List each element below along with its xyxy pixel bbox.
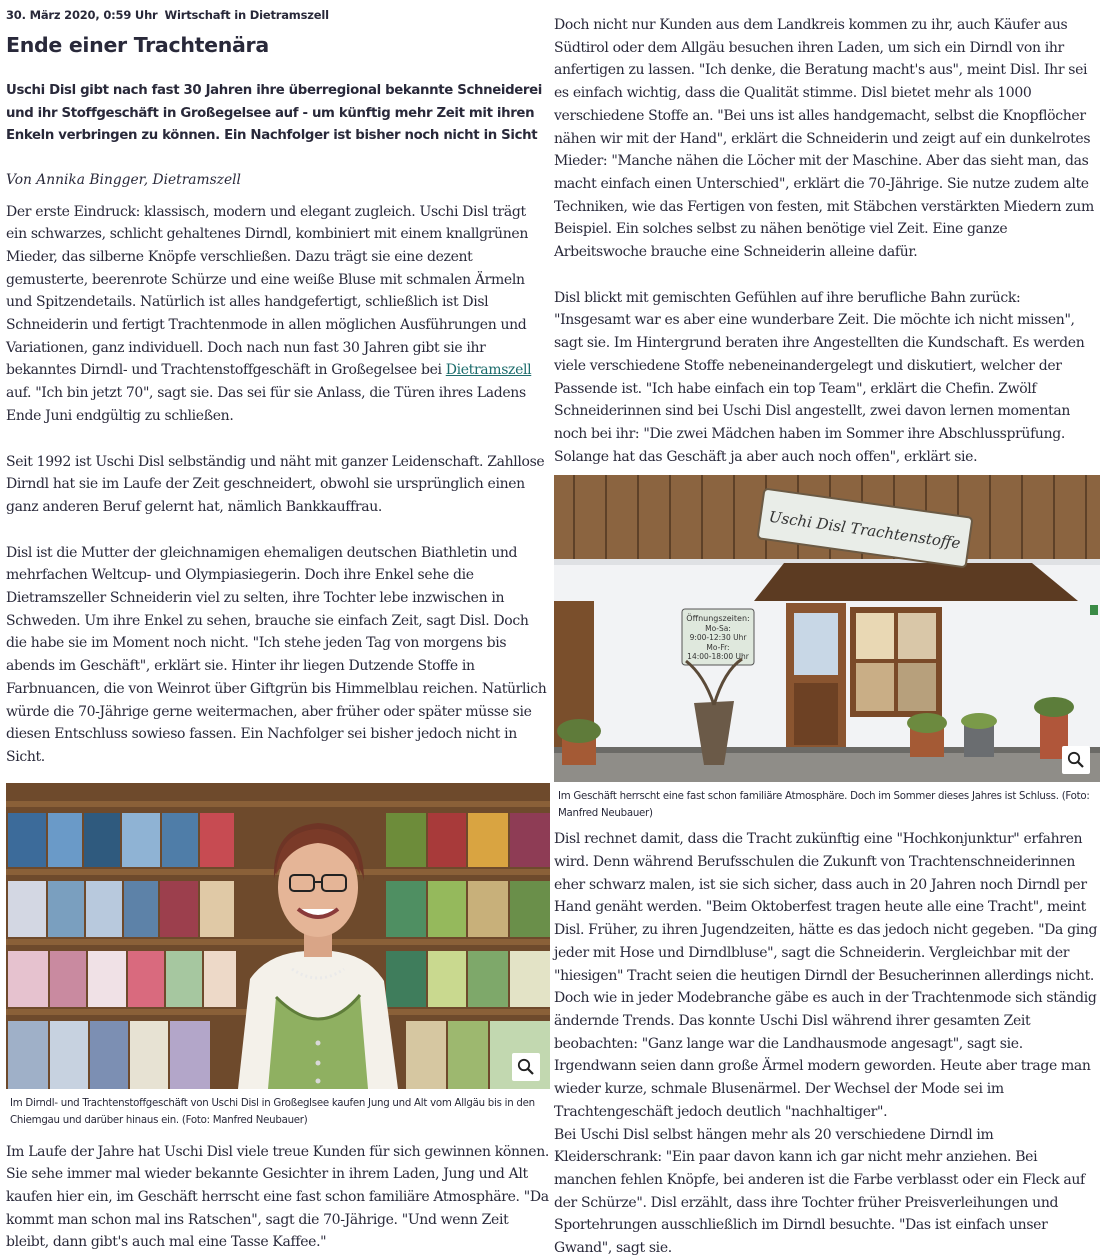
article-headline: Ende einer Trachtenära [6, 33, 269, 57]
paragraph-1-text-b: auf. "Ich bin jetzt 70", sagt sie. Das sei für sie Anlass, die Türen ihres Ladens Ende Juni endgültig zu schließen. [6, 385, 526, 424]
article-section[interactable]: Wirtschaft in Dietramszell [164, 8, 329, 22]
hours-title: Öffnungszeiten: [686, 614, 750, 624]
article-author: Von Annika Bingger, Dietramszell [6, 171, 241, 188]
photo-shop-front-image [554, 475, 1100, 782]
hours-line-1: Mo-Sa: [705, 624, 731, 634]
dietramszell-link[interactable]: Dietramszell [445, 362, 532, 379]
paragraph-1-text-a: Der erste Eindruck: klassisch, modern und elegant zugleich. Uschi Disl trägt ein schwarzes, schlicht gehaltenes Dirndl, kombiniert mit einem knallgrünen Mieder, das silberne Knöpfe verschließen. Dazu trägt sie eine dezent gemusterte, beerenrote Schürze und eine weiße Bluse mit schmalen Ärmeln und Spitzendetails. Natürlich ist alles handgefertigt, schließlich ist Disl Schneiderin und fertigt Trachtenmode in allen möglichen Ausführungen und Variationen, ganz individuell. Doch nach nun fast 30 Jahren gibt sie ihr bekanntes Dirndl- und Trachtenstoffgeschäft in Großegelsee bei [6, 203, 528, 379]
caption-photo-2: Im Geschäft herrscht eine fast schon familiäre Atmosphäre. Doch im Sommer dieses Jahres ist Schluss. (Foto: Manfred Neubauer) [558, 791, 1090, 820]
photo-uschi-disl[interactable] [6, 783, 550, 1089]
article-meta [6, 8, 550, 22]
photo-shop-front[interactable] [554, 475, 1100, 782]
opening-hours-sign [682, 609, 754, 665]
paragraph-4: Im Laufe der Jahre hat Uschi Disl viele treue Kunden für sich gewinnen können. Sie sehe immer mal wieder bekannte Gesichter in ihrem Laden, Jung und Alt kaufen hier ein, im Geschäft herrscht eine fast schon familiäre Atmosphäre. "Da kommt man schon mal ins Ratschen", sagt die 70-Jährige. "Und wenn Zeit bleibt, dann gibt's auch mal eine Tasse Kaffee." [6, 1143, 549, 1251]
paragraph-8: Bei Uschi Disl selbst hängen mehr als 20 verschiedene Dirndl im Kleiderschrank: "Ein paar davon kann ich gar nicht mehr anziehen. Bei manchen fehlen Knöpfe, bei anderen ist die Farbe verblasst oder ein Fleck auf der Schürze". Disl erzählt, dass ihre Tochter früher Preisverleihungen und Sportehrungen ausschließlich im Dirndl besuchte. "Das ist einfach unser Gwand", sagt sie. [554, 1126, 1085, 1257]
magnifier-icon [1067, 751, 1085, 769]
left-column [6, 8, 550, 1254]
zoom-button-photo-1[interactable] [512, 1053, 540, 1081]
paragraph-5: Doch nicht nur Kunden aus dem Landkreis kommen zu ihr, auch Käufer aus Südtirol oder dem Allgäu besuchen ihren Laden, um sich ein Dirndl von ihr anfertigen zu lassen. "Ich denke, die Beratung macht's aus", meint Disl. Ihr sei es einfach wichtig, dass die Qualität stimme. Disl bietet mehr als 1000 verschiedene Stoffe an. "Bei uns ist alles handgemacht, selbst die Knopflöcher nähen wir mit der Hand", erklärt die Schneiderin und zeigt auf ein dunkelrotes Mieder: "Manche nähen die Löcher mit der Maschine. Aber das sieht man, das macht einfach einen Unterschied", erklärt die 70-Jährige. Sie nutze zudem alte Techniken, wie das Fertigen von festen, mit Stäbchen verstärkten Miedern zum Beispiel. Ein solches selbst zu nähen benötige viel Zeit. Eine ganze Arbeitswoche brauche eine Schneiderin alleine dafür. [554, 17, 1094, 261]
hours-line-2: 9:00-12:30 Uhr [689, 633, 747, 643]
zoom-button-photo-2[interactable] [1062, 746, 1090, 774]
article-date: 30. März 2020, 0:59 Uhr [6, 8, 158, 22]
article-teaser: Uschi Disl gibt nach fast 30 Jahren ihre überregional bekannte Schneiderei und ihr Stoffgeschäft in Großegelsee auf - um künftig mehr Zeit mit ihren Enkeln verbringen zu können. Ein Nachfolger ist bisher noch nicht in Sicht [6, 83, 543, 143]
paragraph-6: Disl blickt mit gemischten Gefühlen auf ihre berufliche Bahn zurück: "Insgesamt war es aber eine wunderbare Zeit. Die möchte ich nicht missen", sagt sie. Im Hintergrund beraten ihre Angestellten die Kundschaft. Es werden viele verschiedene Stoffe nebeneinandergelegt und diskutiert, welcher der Passende ist. "Ich habe einfach ein top Team", erklärt die Chefin. Zwölf Schneiderinnen sind bei Uschi Disl angestellt, zwei davon lernen momentan noch bei ihr: "Die zwei Mädchen haben im Sommer ihre Abschlussprüfung. Solange hat das Geschäft ja aber auch noch offen", erklärt sie. [554, 289, 1085, 465]
right-column [554, 14, 1100, 1260]
paragraph-7: Disl rechnet damit, dass die Tracht zukünftig eine "Hochkonjunktur" erfahren wird. Denn während Berufsschulen die Zukunft von Trachtenschneiderinnen eher schwarz malen, ist sie sich sicher, dass auch in 20 Jahren noch Dirndl per Hand genäht werden. "Beim Oktoberfest tragen heute alle eine Tracht", meint Disl. Früher, zu ihren Jugendzeiten, hätte es das jedoch nicht gegeben. "Da ging jeder mit Hose und Dirndlbluse", sagt die Schneiderin. Vergleichbar mit der "hiesigen" Tracht seien die heutigen Dirndl der Besucherinnen allerdings nicht. Doch wie in jeder Modebranche gäbe es auch in der Trachtenmode sich ständig ändernde Trends. Das konnte Uschi Disl während ihrer gesamten Zeit beobachten: "Ganz lange war die Landhausmode angesagt", sagt sie. Irgendwann seien dann große Ärmel modern geworden. Heute aber trage man wieder kurze, schmale Blusenärmel. Der Wechsel der Mode sei im Trachtengeschäft jedoch deutlich "nachhaltiger". [554, 831, 1098, 1120]
shop-sign-text: Uschi Disl Trachtenstoffe [767, 507, 962, 553]
paragraph-1 [6, 201, 550, 428]
paragraph-3: Disl ist die Mutter der gleichnamigen ehemaligen deutschen Biathletin und mehrfachen Weltcup- und Olympiasiegerin. Doch ihre Enkel sehe die Dietramszeller Schneiderin viel zu selten, ihre Tochter lebe inzwischen in Schweden. Um ihre Enkel zu sehen, brauche sie einfach Zeit, sagt Disl. Doch die habe sie im Moment noch nicht. "Ich stehe jeden Tag von morgens bis abends im Geschäft", erklärt sie. Hinter ihr liegen Dutzende Stoffe in Farbnuancen, die von Weinrot über Giftgrün bis Himmelblau reichen. Natürlich würde die 70-Jährige gerne weitermachen, aber früher oder später müsse sie diesen Entschluss sowieso fassen. Ein Nachfolger sei bisher jedoch nicht in Sicht. [6, 544, 547, 765]
caption-photo-1: Im Dirndl- und Trachtenstoffgeschäft von Uschi Disl in Großeglsee kaufen Jung und Alt vom Allgäu bis in den Chiemgau und darüber hinaus ein. (Foto: Manfred Neubauer) [10, 1097, 535, 1126]
hours-line-4: 14:00-18:00 Uhr [687, 652, 749, 662]
paragraph-2: Seit 1992 ist Uschi Disl selbständig und näht mit ganzer Leidenschaft. Zahllose Dirndl hat sie im Laufe der Zeit geschneidert, obwohl sie ursprünglich einen ganz anderen Beruf gelernt hat, nämlich Bankkauffrau. [6, 453, 545, 515]
hours-line-3: Mo-Fr: [706, 643, 730, 653]
photo-uschi-disl-image [6, 783, 550, 1089]
magnifier-icon [517, 1058, 535, 1076]
